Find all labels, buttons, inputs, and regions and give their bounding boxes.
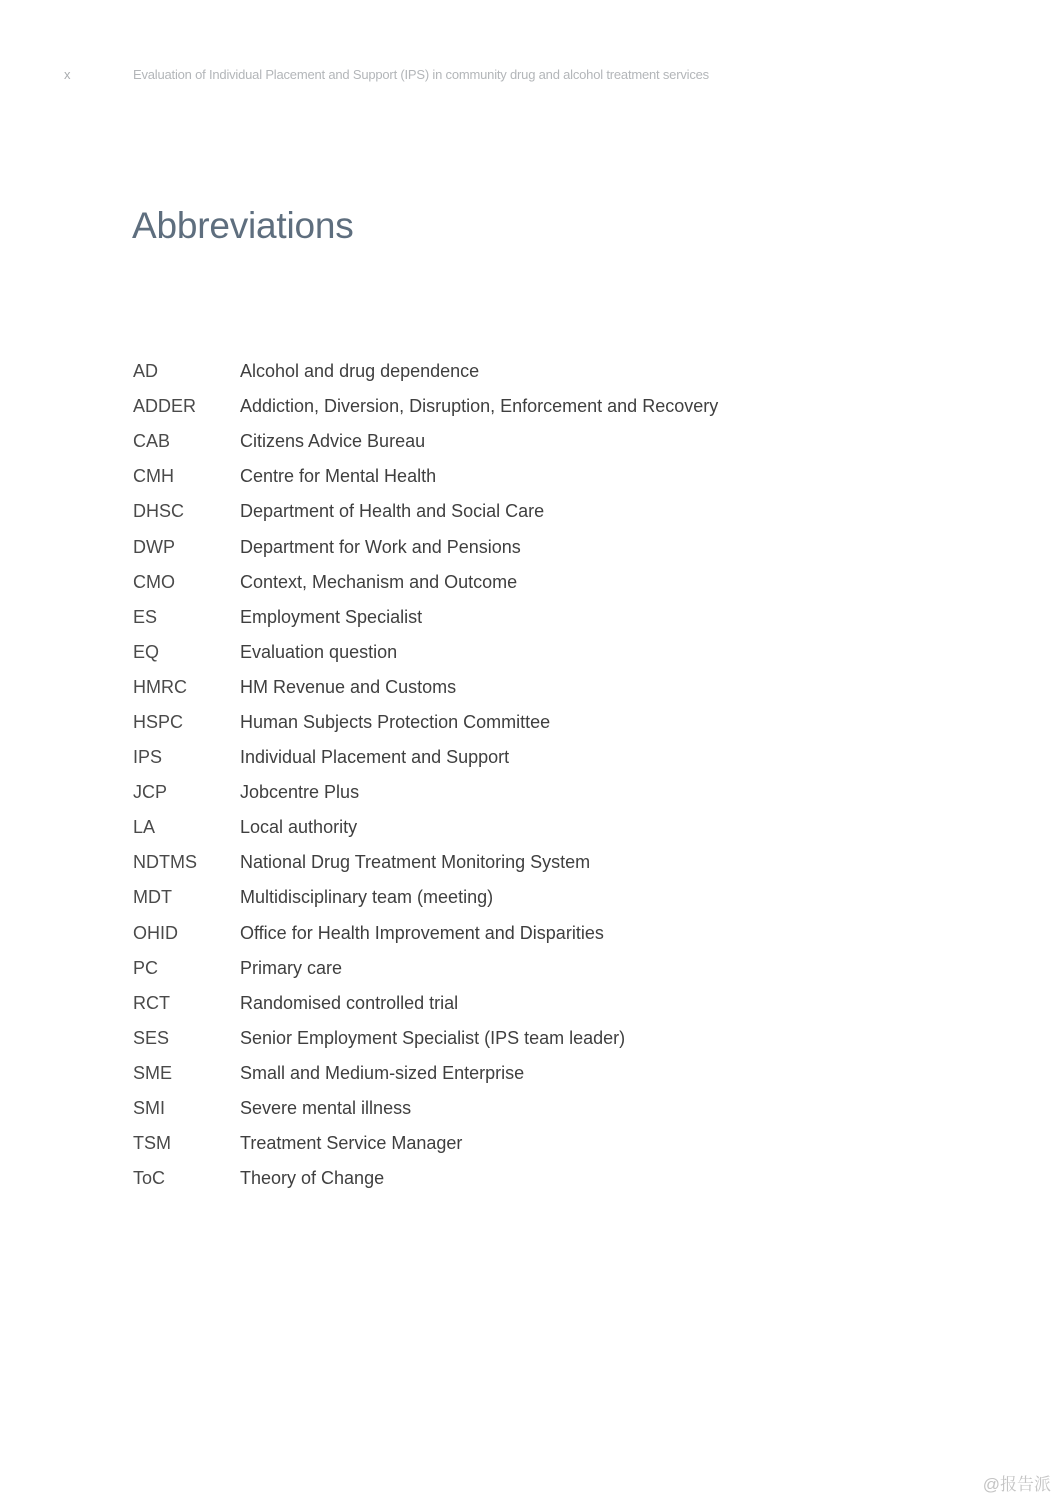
abbreviation-definition: Randomised controlled trial: [240, 992, 459, 1013]
abbreviation-term: SMI: [133, 1098, 166, 1119]
abbreviation-term: DWP: [133, 536, 175, 557]
page-title: Abbreviations: [132, 205, 354, 246]
abbreviation-definition: Treatment Service Manager: [240, 1133, 463, 1154]
abbreviation-definition: Theory of Change: [240, 1168, 385, 1189]
abbreviation-term: ES: [133, 606, 158, 627]
abbreviation-term: NDTMS: [133, 852, 197, 873]
abbreviation-term: DHSC: [133, 501, 185, 522]
abbreviation-row: [133, 635, 833, 670]
abbreviation-definition: Multidisciplinary team (meeting): [240, 887, 494, 908]
abbreviation-term: ADDER: [133, 396, 197, 417]
abbreviation-definition: Addiction, Diversion, Disruption, Enforcement and Recovery: [240, 396, 719, 417]
abbreviation-row: [133, 880, 833, 915]
abbreviation-term: IPS: [133, 747, 163, 768]
abbreviation-row: [133, 775, 833, 810]
abbreviation-term: CMH: [133, 466, 174, 487]
abbreviation-row: [133, 1161, 833, 1196]
abbreviation-term: LA: [133, 817, 156, 838]
abbreviation-term: AD: [133, 361, 159, 382]
abbreviation-row: [133, 600, 833, 635]
abbreviation-term: PC: [133, 957, 159, 978]
abbreviation-row: [133, 670, 833, 705]
abbreviation-row: [133, 1126, 833, 1161]
abbreviation-row: [133, 424, 833, 459]
abbreviation-row: [133, 1021, 833, 1056]
abbreviation-term: OHID: [133, 922, 178, 943]
abbreviation-definition: Small and Medium-sized Enterprise: [240, 1062, 525, 1083]
abbreviation-definition: Jobcentre Plus: [240, 782, 360, 803]
abbreviation-term: CMO: [133, 571, 175, 592]
abbreviation-term: TSM: [133, 1133, 171, 1154]
abbreviation-definition: Context, Mechanism and Outcome: [240, 571, 518, 592]
abbreviation-definition: Alcohol and drug dependence: [240, 361, 480, 382]
abbreviation-row: [133, 845, 833, 880]
abbreviation-definition: Evaluation question: [240, 641, 398, 662]
abbreviation-definition: Severe mental illness: [240, 1098, 412, 1119]
abbreviation-definition: National Drug Treatment Monitoring System: [240, 852, 591, 873]
abbreviation-term: RCT: [133, 992, 170, 1013]
abbreviation-row: [133, 565, 833, 600]
abbreviation-row: [133, 354, 833, 389]
abbreviation-row: [133, 986, 833, 1021]
abbreviation-row: [133, 705, 833, 740]
abbreviation-term: ToC: [133, 1168, 166, 1189]
abbreviation-row: [133, 494, 833, 529]
abbreviation-definition: Local authority: [240, 817, 358, 838]
abbreviation-definition: Department for Work and Pensions: [240, 536, 521, 557]
abbreviation-row: [133, 810, 833, 845]
abbreviation-term: HSPC: [133, 711, 184, 732]
abbreviation-definition: Employment Specialist: [240, 606, 423, 627]
abbreviation-definition: Human Subjects Protection Committee: [240, 711, 551, 732]
abbreviation-definition: Senior Employment Specialist (IPS team leader): [240, 1027, 626, 1048]
abbreviation-definition: Primary care: [240, 957, 343, 978]
watermark: @报告派: [982, 1475, 1051, 1494]
abbreviation-term: SME: [133, 1062, 173, 1083]
running-header: Evaluation of Individual Placement and Support (IPS) in community drug and alcohol treatment services: [133, 67, 709, 82]
abbreviation-term: JCP: [133, 782, 168, 803]
abbreviation-definition: HM Revenue and Customs: [240, 676, 457, 697]
abbreviation-row: [133, 951, 833, 986]
page-number: x: [64, 67, 71, 82]
abbreviation-row: [133, 389, 833, 424]
abbreviation-term: MDT: [133, 887, 172, 908]
abbreviation-definition: Citizens Advice Bureau: [240, 431, 426, 452]
abbreviation-row: [133, 916, 833, 951]
abbreviation-row: [133, 1056, 833, 1091]
abbreviation-definition: Office for Health Improvement and Disparities: [240, 922, 604, 943]
abbreviation-row: [133, 529, 833, 564]
abbreviation-row: [133, 459, 833, 494]
abbreviation-term: CAB: [133, 431, 171, 452]
abbreviation-term: HMRC: [133, 676, 187, 697]
abbreviation-term: EQ: [133, 641, 160, 662]
abbreviation-list: [133, 354, 833, 1196]
abbreviation-row: [133, 1091, 833, 1126]
abbreviation-term: SES: [133, 1027, 170, 1048]
abbreviation-definition: Individual Placement and Support: [240, 747, 510, 768]
abbreviation-row: [133, 740, 833, 775]
abbreviation-definition: Centre for Mental Health: [240, 466, 437, 487]
abbreviation-definition: Department of Health and Social Care: [240, 501, 545, 522]
